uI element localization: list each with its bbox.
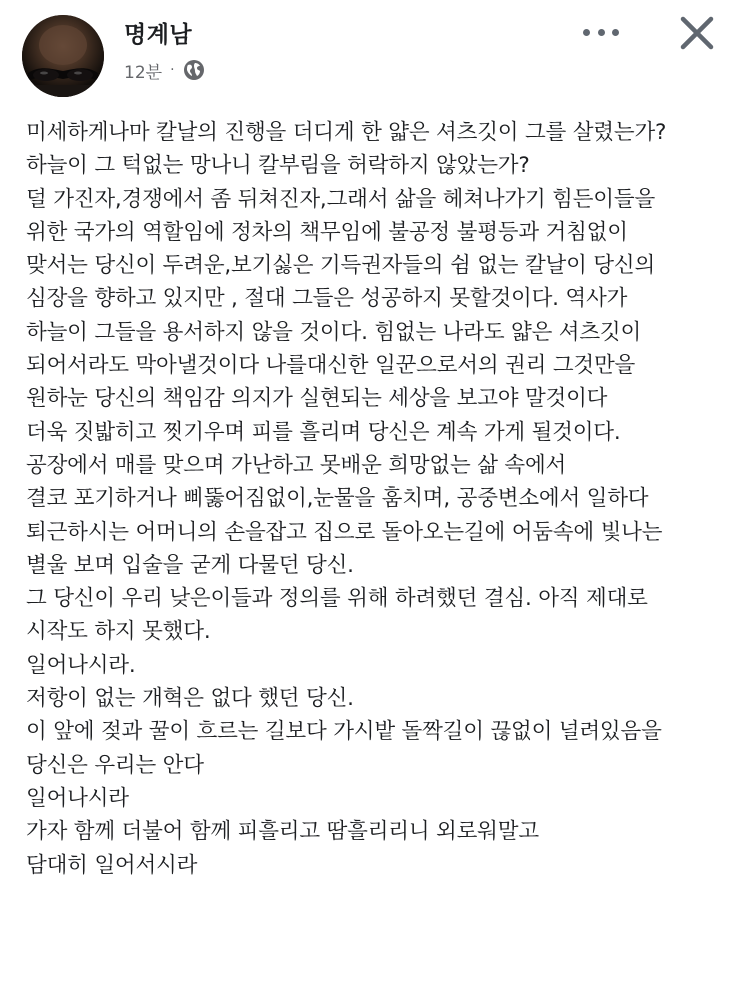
post-text-line: 퇴근하시는 어머니의 손을잡고 집으로 돌아오는길에 어둠속에 빛나는 xyxy=(26,519,663,545)
post-text-line: 별울 보며 입술을 굳게 다물던 당신. xyxy=(26,552,354,578)
avatar[interactable] xyxy=(22,15,104,97)
post-timestamp[interactable]: 12분 xyxy=(124,62,163,83)
post-text-line: 맞서는 당신이 두려운,보기싫은 기득권자들의 쉼 없는 칼날이 당신의 xyxy=(26,253,656,279)
post-text-line: 일어나시라. xyxy=(26,652,136,678)
post-text-line: 위한 국가의 역할임에 정차의 책무임에 불공정 불평등과 거침없이 xyxy=(26,219,628,245)
globe-icon[interactable] xyxy=(183,59,205,81)
post-text-line: 일어나시라 xyxy=(26,785,129,811)
post-text-line: 덜 가진자,경쟁에서 좀 뒤쳐진자,그래서 삶을 헤쳐나가기 힘든이들을 xyxy=(26,186,656,212)
post-text-line: 미세하게나마 칼날의 진행을 더디게 한 얇은 셔츠깃이 그를 살렸는가? xyxy=(26,120,667,145)
post-text-line: 당신은 우리는 안다 xyxy=(26,752,204,778)
more-options-button[interactable] xyxy=(583,20,619,44)
avatar-image xyxy=(22,15,104,97)
post-text-line: 하늘이 그들을 용서하지 않을 것이다. 힘없는 나라도 얇은 셔츠깃이 xyxy=(26,319,642,345)
post-text-line: 심장을 향하고 있지만 , 절대 그들은 성공하지 못할것이다. 역사가 xyxy=(26,286,628,312)
post-text-line: 원하눈 당신의 책임감 의지가 실현되는 세상을 보고야 말것이다 xyxy=(26,386,608,412)
post-text-line: 담대히 일어서시라 xyxy=(26,852,198,878)
more-horizontal-icon xyxy=(598,29,605,36)
post-text-line: 저항이 없는 개혁은 없다 했던 당신. xyxy=(26,686,354,712)
post-header xyxy=(0,0,740,100)
post-text-line: 그 당신이 우리 낮은이들과 정의를 위해 하려했던 결심. 아직 제대로 xyxy=(26,586,648,612)
post-meta xyxy=(124,58,205,82)
post-text xyxy=(26,116,726,882)
post-text-line: 되어서라도 막아낼것이다 나를대신한 일꾼으로서의 권리 그것만을 xyxy=(26,353,636,379)
post-text-line: 시작도 하지 못했다. xyxy=(26,619,211,645)
post-text-line: 이 앞에 젖과 꿀이 흐르는 길보다 가시밭 돌짝길이 끊없이 널려있음을 xyxy=(26,719,662,745)
more-horizontal-icon xyxy=(583,29,590,36)
post-text-line: 결코 포기하거나 삐뚫어짐없이,눈물을 훔치며, 공중변소에서 일하다 xyxy=(26,486,649,512)
more-horizontal-icon xyxy=(612,29,619,36)
post-text-line: 가자 함께 더불어 함께 피흘리고 땀흘리리니 외로워말고 xyxy=(26,819,539,845)
post-text-line: 더욱 짓밟히고 찟기우며 피를 흘리며 당신은 계속 가게 될것이다. xyxy=(26,419,621,445)
post-text-line: 공장에서 매를 맞으며 가난하고 못배운 희망없는 삶 속에서 xyxy=(26,452,567,478)
author-name[interactable]: 명계남 xyxy=(124,22,193,48)
post-text-line: 하늘이 그 턱없는 망나니 칼부림을 허락하지 않았는가? xyxy=(26,153,530,179)
meta-separator: · xyxy=(170,62,175,78)
close-button[interactable] xyxy=(676,12,718,54)
close-icon xyxy=(676,12,718,54)
